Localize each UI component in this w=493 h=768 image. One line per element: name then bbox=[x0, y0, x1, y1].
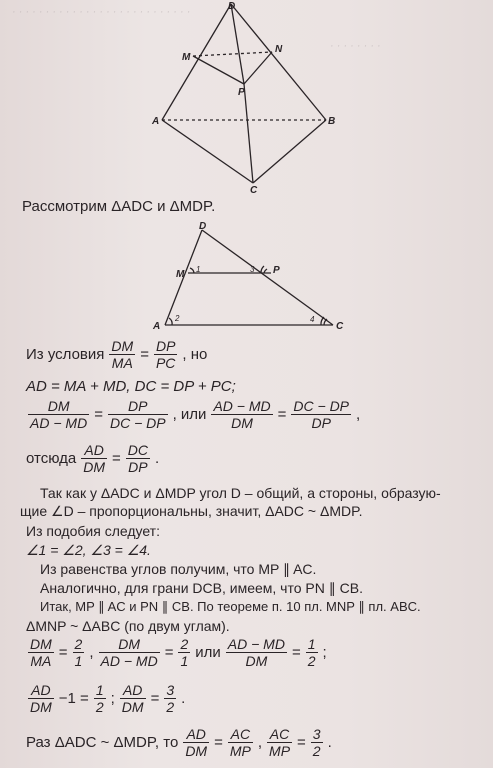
fraction: $\frac{DM}{AD - MD}$ bbox=[100, 636, 158, 669]
angle-2-arc bbox=[169, 318, 172, 325]
side-DC bbox=[202, 230, 333, 325]
edge-PC bbox=[244, 84, 253, 183]
fraction: $\frac{3}{2}$ bbox=[166, 682, 175, 715]
fraction: $\frac{AD}{DM}$ bbox=[121, 682, 144, 715]
label-C: C bbox=[336, 321, 344, 332]
fraction-dm-ma: $\frac{DM}{MA}$ bbox=[111, 338, 134, 371]
fraction: $\frac{3}{2}$ bbox=[312, 726, 321, 759]
sum-line: AD = MA + MD, DC = DP + PC; bbox=[26, 378, 236, 395]
bleed-through-text: · · · · · · · · · · · · · · · · · · · · · · · · · · · bbox=[12, 6, 191, 18]
equation-line-6: Раз ΔADC ~ ΔMDP, то $\frac{AD}{DM}$ = $\frac{AC}{MP}$ , $\frac{AC}{MP}$ = $\frac{3}{2}$ . bbox=[26, 726, 332, 759]
fraction: $\frac{AD}{DM}$ bbox=[185, 726, 208, 759]
fraction: $\frac{DC - DP}{DP}$ bbox=[293, 398, 350, 431]
label-M: M bbox=[182, 52, 191, 63]
fraction: $\frac{2}{1}$ bbox=[74, 636, 83, 669]
equation-line-4: $\frac{DM}{MA}$ = $\frac{2}{1}$ , $\frac{DM}{AD - MD}$ = $\frac{2}{1}$ или $\frac{AD - MD}{DM}$ = $\frac{1}{2}$ ; bbox=[30, 636, 327, 669]
angle-3-arc-b bbox=[261, 266, 264, 273]
label-M: M bbox=[176, 269, 185, 280]
fraction: $\frac{DM}{AD - MD}$ bbox=[30, 398, 88, 431]
label-B: B bbox=[328, 116, 336, 127]
label-N: N bbox=[275, 44, 283, 55]
fraction: $\frac{AC}{MP}$ bbox=[269, 726, 291, 759]
edge-DA bbox=[162, 4, 231, 120]
angle-3-label: 3 bbox=[250, 265, 255, 274]
bleed-through-text: · · · · · · · · bbox=[330, 40, 381, 52]
angle-4-label: 4 bbox=[310, 315, 315, 324]
angle-1-arc bbox=[190, 268, 194, 273]
fraction: $\frac{1}{2}$ bbox=[95, 682, 104, 715]
edge-AC bbox=[162, 120, 253, 183]
paragraph-line-2: щие ∠D – пропорциональны, значит, ΔADC ~ ΔMDP. bbox=[20, 503, 363, 519]
consider-line: Рассмотрим ΔADC и ΔMDP. bbox=[22, 198, 216, 215]
fraction: $\frac{DC}{DP}$ bbox=[127, 442, 149, 475]
angle-2-label: 2 bbox=[175, 314, 180, 323]
fraction: $\frac{AD}{DM}$ bbox=[30, 682, 52, 715]
segment-MN-hidden bbox=[193, 52, 272, 56]
similarity-line: Из подобия следует: bbox=[26, 523, 160, 539]
label-C: C bbox=[250, 185, 258, 195]
parallel-line-1: Из равенства углов получим, что MP ∥ AC. bbox=[40, 561, 317, 577]
condition-prefix: Из условия bbox=[26, 346, 105, 363]
angle-1-label: 1 bbox=[196, 265, 201, 274]
equation-line-5: $\frac{AD}{DM}$ −1 = $\frac{1}{2}$ ; $\frac{AD}{DM}$ = $\frac{3}{2}$ . bbox=[30, 682, 186, 715]
fraction: $\frac{AD - MD}{DM}$ bbox=[213, 398, 271, 431]
label-D: D bbox=[199, 221, 207, 232]
fraction-dp-pc: $\frac{DP}{PC}$ bbox=[155, 338, 176, 371]
label-A: A bbox=[153, 321, 161, 332]
paragraph-line-1: Так как у ΔADC и ΔMDP угол D – общий, а стороны, образую- bbox=[40, 485, 441, 501]
fraction: $\frac{DP}{DC - DP}$ bbox=[109, 398, 166, 431]
triangle-similarity-line: ΔMNP ~ ΔABC (по двум углам). bbox=[26, 618, 230, 634]
fraction: $\frac{2}{1}$ bbox=[180, 636, 189, 669]
label-D: D bbox=[228, 1, 236, 12]
triangle-figure bbox=[150, 218, 350, 336]
fraction: $\frac{AD}{DM}$ bbox=[83, 442, 106, 475]
label-A: A bbox=[152, 116, 160, 127]
planes-line: Итак, MP ∥ AC и PN ∥ CB. По теореме п. 10 пл. MNP ∥ пл. ABC. bbox=[40, 599, 421, 614]
equation-line-3: отсюда $\frac{AD}{DM}$ = $\frac{DC}{DP}$ . bbox=[26, 442, 160, 475]
segment-PN bbox=[244, 52, 272, 84]
fraction: $\frac{AC}{MP}$ bbox=[229, 726, 251, 759]
segment-MP bbox=[193, 56, 244, 84]
fraction: $\frac{AD - MD}{DM}$ bbox=[227, 636, 285, 669]
parallel-line-2: Аналогично, для грани DCB, имеем, что PN ∥ CB. bbox=[40, 580, 363, 596]
angle-4-arc bbox=[324, 319, 327, 325]
fraction: $\frac{DM}{MA}$ bbox=[30, 636, 52, 669]
edge-BC bbox=[253, 120, 326, 183]
label-P: P bbox=[238, 87, 245, 98]
label-P: P bbox=[273, 265, 280, 276]
fraction: $\frac{1}{2}$ bbox=[307, 636, 316, 669]
tetrahedron-figure bbox=[140, 0, 340, 195]
edge-DP bbox=[231, 4, 244, 84]
condition-line: Из условия $\frac{DM}{MA}$ = $\frac{DP}{PC}$ , но bbox=[26, 338, 208, 371]
angles-line: ∠1 = ∠2, ∠3 = ∠4. bbox=[26, 542, 151, 558]
equation-line-2: $\frac{DM}{AD - MD}$ = $\frac{DP}{DC - DP}$ , или $\frac{AD - MD}{DM}$ = $\frac{DC - DP}{DP}$ , bbox=[30, 398, 361, 431]
